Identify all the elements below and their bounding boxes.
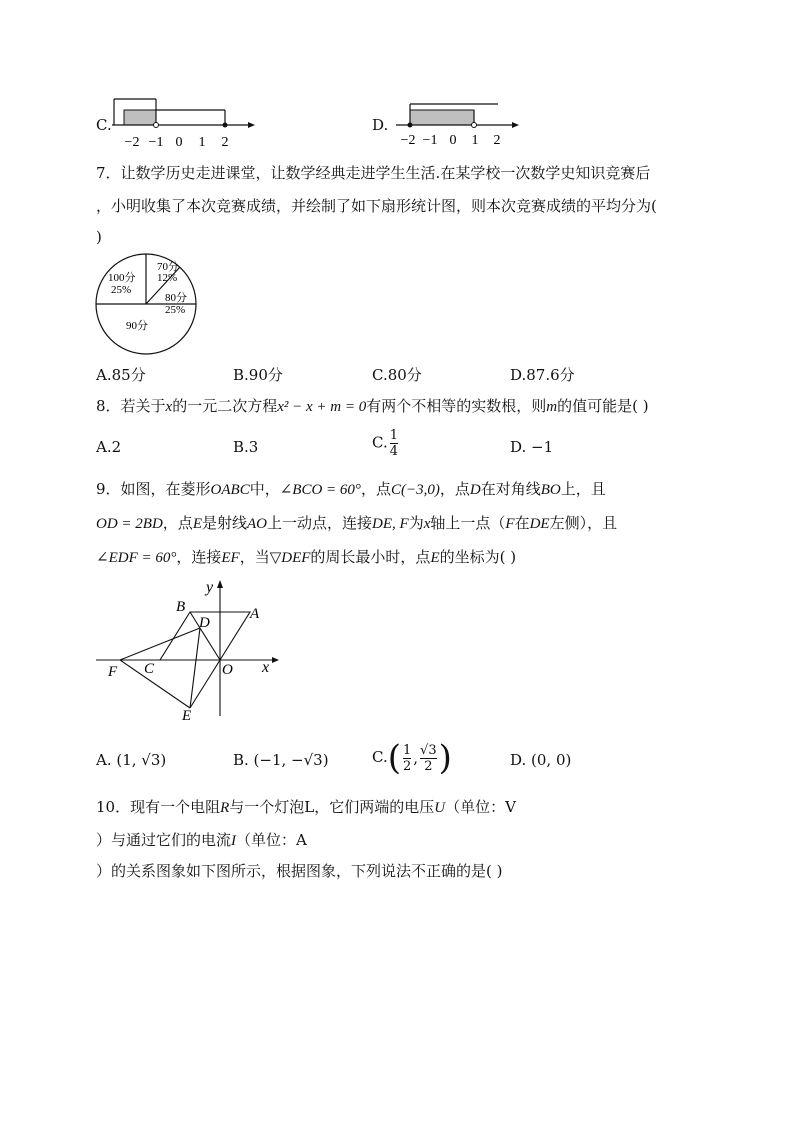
q7-pie-chart xyxy=(94,252,200,358)
q9-text-line1: 9．如图，在菱形OABC中，∠BCO = 60°，点C(−3,0)，点D在对角线BO上，且 xyxy=(96,480,606,498)
slice-label-90: 90分 xyxy=(126,320,148,332)
tick-label: −1 xyxy=(148,135,164,150)
shaded-interval xyxy=(410,110,474,125)
label-a: A xyxy=(250,606,260,622)
y-axis-arrow-icon xyxy=(217,580,223,588)
segment-fe xyxy=(120,660,190,708)
tick-label: −1 xyxy=(422,133,438,148)
tick-label: 1 xyxy=(198,135,206,150)
slice-pct-70: 12% xyxy=(157,272,178,284)
q9-option-c[interactable]: C.( $\frac{1}{2}$ , $\frac{√3}{2}$ ) xyxy=(372,738,452,778)
tick-label: 0 xyxy=(449,133,457,148)
q8-option-d[interactable]: D. −1 xyxy=(510,438,554,456)
q9-option-b[interactable]: B. (−1, −√3) xyxy=(233,751,329,769)
segment-de xyxy=(190,628,200,708)
fraction: $\frac{1}{2}$ xyxy=(402,742,412,774)
x-axis-arrow-icon xyxy=(272,657,279,663)
q6-option-d-label: D. xyxy=(372,116,389,134)
arrow-icon xyxy=(512,122,519,128)
label-b: B xyxy=(176,599,186,615)
ray-ao xyxy=(190,660,220,708)
label-x: x xyxy=(262,659,270,676)
q7-text-line1: 7．让数学历史走进课堂，让数学经典走进学生生活.在某学校一次数学史知识竞赛后 xyxy=(96,164,651,182)
q8-option-c[interactable]: C. $\frac{1}{4}$ xyxy=(372,428,398,459)
q6-option-c-label: C. xyxy=(96,116,112,134)
q6-option-c-numberline xyxy=(110,96,260,156)
q9-text-line2: OD = 2BD，点E是射线AO上一动点，连接DE, F为x轴上一点（F在DE左侧），且 xyxy=(96,514,618,532)
slice-pct-80: 25% xyxy=(165,304,186,316)
q7-option-b[interactable]: B.90分 xyxy=(233,366,283,384)
tick-label: 1 xyxy=(471,133,479,148)
arrow-icon xyxy=(248,122,255,128)
label-f: F xyxy=(108,664,118,680)
q9-option-d[interactable]: D. (0, 0) xyxy=(510,751,572,769)
tick-label: −2 xyxy=(124,135,140,150)
q7-option-a[interactable]: A.85分 xyxy=(96,366,146,384)
label-o: O xyxy=(222,662,233,678)
q10-text-line2: ）与通过它们的电流I（单位：A xyxy=(96,831,307,849)
q8-question-text: 8．若关于x的一元二次方程x² − x + m = 0有两个不相等的实数根，则m的值可能是( ) xyxy=(96,397,649,415)
q8-option-b[interactable]: B.3 xyxy=(233,438,259,456)
q7-text-line3: ) xyxy=(96,228,102,246)
q9-text-line3: ∠EDF = 60°，连接EF，当▽DEF的周长最小时，点E的坐标为( ) xyxy=(96,548,517,566)
label-y: y xyxy=(206,579,214,596)
fraction: $\frac{1}{4}$ xyxy=(389,428,398,459)
q10-text-line3: ）的关系图象如下图所示，根据图象，下列说法不正确的是( ) xyxy=(96,862,503,880)
slice-label-100: 100分 xyxy=(108,272,136,284)
tick-label: 2 xyxy=(221,135,229,150)
tick-label: −2 xyxy=(400,133,416,148)
shaded-interval xyxy=(124,110,156,125)
q8-option-a[interactable]: A.2 xyxy=(96,438,122,456)
fraction: $\frac{√3}{2}$ xyxy=(420,742,437,774)
q7-option-d[interactable]: D.87.6分 xyxy=(510,366,575,384)
q9-rhombus-figure xyxy=(94,576,284,724)
label-d: D xyxy=(199,615,210,631)
q6-option-d-numberline xyxy=(392,96,532,156)
q7-option-c[interactable]: C.80分 xyxy=(372,366,422,384)
label-c: C xyxy=(144,661,155,677)
q10-text-line1: 10．现有一个电阻R与一个灯泡L，它们两端的电压U（单位：V xyxy=(96,798,516,816)
q9-option-a[interactable]: A. (1, √3) xyxy=(96,751,167,769)
slice-label-70: 70分 xyxy=(157,261,179,273)
segment-fd xyxy=(120,628,200,660)
slice-pct-100: 25% xyxy=(111,284,132,296)
q8-equation: x² − x + m = 0 xyxy=(277,399,367,415)
slice-label-80: 80分 xyxy=(165,292,187,304)
label-e: E xyxy=(182,708,192,724)
q7-text-line2: ，小明收集了本次竞赛成绩，并绘制了如下扇形统计图，则本次竞赛成绩的平均分为( xyxy=(96,197,657,215)
tick-label: 0 xyxy=(175,135,183,150)
tick-label: 2 xyxy=(493,133,501,148)
